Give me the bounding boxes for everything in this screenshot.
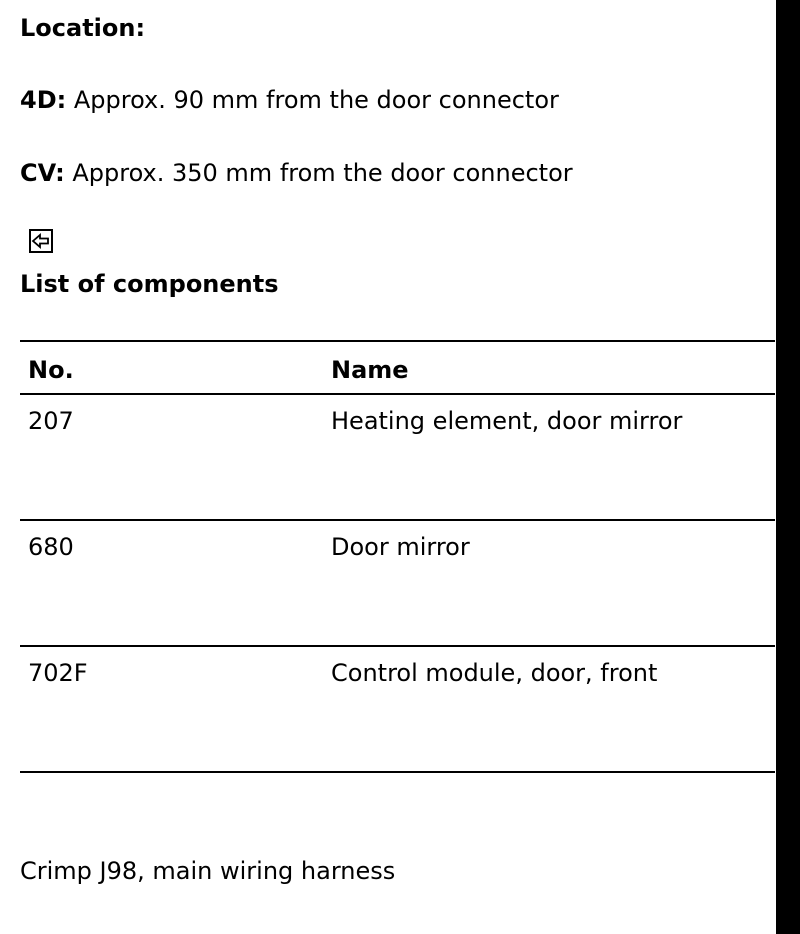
column-header-name: Name — [331, 356, 409, 384]
location-code: 4D: — [20, 86, 67, 114]
location-code: CV: — [20, 159, 65, 187]
back-arrow-icon[interactable] — [29, 229, 53, 253]
component-name: Door mirror — [331, 533, 470, 561]
table-row — [20, 521, 775, 647]
components-table — [20, 340, 775, 773]
components-heading: List of components — [20, 270, 279, 298]
component-no: 680 — [28, 533, 74, 561]
table-header — [20, 340, 775, 395]
location-text: Approx. 90 mm from the door connector — [73, 86, 559, 114]
column-header-no: No. — [28, 356, 74, 384]
scrollbar[interactable] — [776, 0, 800, 934]
component-name: Control module, door, front — [331, 659, 658, 687]
table-row — [20, 395, 775, 521]
table-row — [20, 647, 775, 773]
location-text: Approx. 350 mm from the door connector — [72, 159, 573, 187]
component-no: 702F — [28, 659, 88, 687]
component-no: 207 — [28, 407, 74, 435]
location-entry-4d — [20, 86, 559, 114]
component-name: Heating element, door mirror — [331, 407, 683, 435]
location-heading: Location: — [20, 14, 146, 42]
crimp-note: Crimp J98, main wiring harness — [20, 857, 396, 885]
location-entry-cv — [20, 159, 573, 187]
